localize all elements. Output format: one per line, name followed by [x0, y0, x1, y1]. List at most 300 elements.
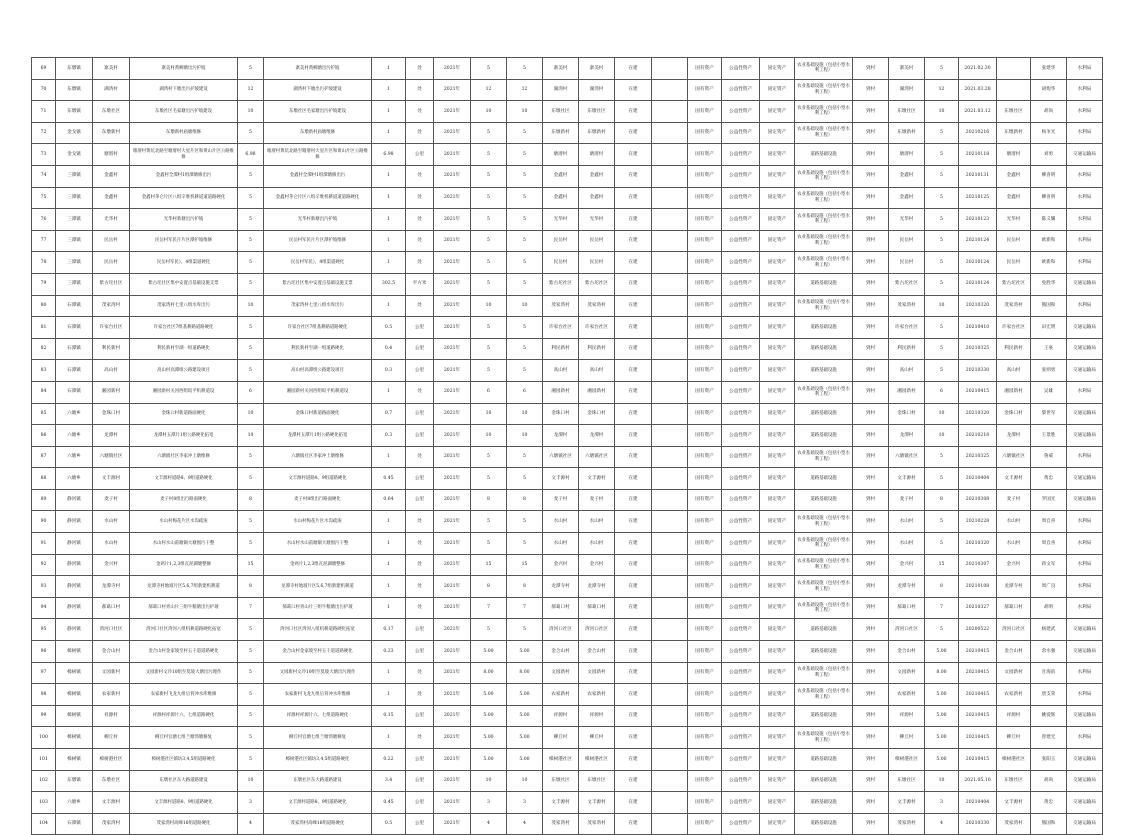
- table-cell: 5: [238, 533, 264, 555]
- table-cell: 郝葛口村: [543, 597, 579, 619]
- table-cell: 文丰源村: [889, 468, 925, 490]
- table-cell: 水利局: [1067, 533, 1103, 555]
- table-cell: 交通运输局: [1067, 273, 1103, 295]
- table-cell: 固定资产: [760, 468, 795, 490]
- table-cell: 静河镇: [56, 511, 93, 533]
- table-cell: 农业基础设施（包括小型水利工程）: [795, 446, 853, 468]
- table-cell: 5: [925, 533, 959, 555]
- table-cell: 甘海滨: [1031, 662, 1067, 684]
- table-cell: 龙潭寺村: [997, 576, 1031, 598]
- table-cell: 5: [471, 360, 507, 382]
- table-cell: 水山村: [93, 533, 130, 555]
- table-cell: 6: [925, 381, 959, 403]
- table-cell: 在建: [615, 770, 652, 792]
- table-cell: 104: [32, 813, 56, 835]
- table-cell: 8: [507, 576, 543, 598]
- table-cell: 到村: [853, 684, 889, 706]
- table-cell: 5: [925, 446, 959, 468]
- table-cell: 金鑫村: [543, 165, 579, 187]
- table-cell: 103: [32, 792, 56, 814]
- table-cell: 5: [507, 187, 543, 209]
- table-cell: 金珠口村: [579, 403, 615, 425]
- table-cell: 在建: [615, 446, 652, 468]
- table-cell: 10: [507, 295, 543, 317]
- table-cell: 光华村: [579, 209, 615, 231]
- table-cell: 东墩新村庙塘维修: [130, 122, 238, 144]
- table-cell: 国有资产: [688, 662, 722, 684]
- table-cell: 5.00: [471, 727, 507, 749]
- table-cell: 茂家湾村: [543, 813, 579, 835]
- table-cell: 寨美村: [543, 58, 579, 80]
- table-cell: 8: [925, 489, 959, 511]
- table-cell: 公益性资产: [722, 381, 760, 403]
- table-cell: 5: [471, 511, 507, 533]
- table-cell: 公益性资产: [722, 489, 760, 511]
- table-cell: 东墩社区毛家塘出污护坡建设: [264, 101, 372, 123]
- table-cell: 龙潭寺村: [543, 576, 579, 598]
- table-cell: 金兴村: [997, 554, 1031, 576]
- table-cell: 文丰源村: [543, 792, 579, 814]
- table-cell: 国有资产: [688, 338, 722, 360]
- table-cell: 在建: [615, 58, 652, 80]
- table-cell: 紫古坨社区: [579, 273, 615, 295]
- table-cell: 寨美村: [889, 58, 925, 80]
- table-cell: 5: [925, 511, 959, 533]
- table-cell: 公益性资产: [722, 597, 760, 619]
- table-cell: 1: [372, 230, 406, 252]
- table-cell: 2021年: [434, 425, 471, 447]
- table-cell: 国有资产: [688, 252, 722, 274]
- table-cell: 柳丘村官塘七组兰塘湾塘修复: [130, 727, 238, 749]
- project-table: [31, 57, 1103, 835]
- table-cell: 六塘镇社区: [93, 446, 130, 468]
- table-cell: [652, 295, 688, 317]
- table-cell: 郝葛口村: [93, 597, 130, 619]
- table-cell: 2021年: [434, 641, 471, 663]
- table-cell: 民岳村军民），4组渠道硬化: [264, 252, 372, 274]
- table-cell: 紫古坨社区集中安置点基础设施支票: [264, 273, 372, 295]
- table-cell: 2021年: [434, 209, 471, 231]
- table-cell: 3: [925, 792, 959, 814]
- table-cell: 公里: [406, 425, 434, 447]
- table-cell: 公益性资产: [722, 533, 760, 555]
- table-cell: 100: [32, 727, 56, 749]
- table-cell: 2021年: [434, 101, 471, 123]
- table-cell: 国有资产: [688, 187, 722, 209]
- table-cell: 茂家湾村七里八组水库出污: [130, 295, 238, 317]
- table-cell: 农业基础设施（包括小型水利工程）: [795, 511, 853, 533]
- table-cell: 文园新村文冷10组至莫坡大塘出污理作: [264, 662, 372, 684]
- table-cell: 5: [507, 230, 543, 252]
- table-cell: 5.00: [925, 749, 959, 771]
- table-cell: 欧新和: [1031, 230, 1067, 252]
- table-cell: 熊国和: [1031, 295, 1067, 317]
- table-cell: 吴雄: [1031, 381, 1067, 403]
- table-cell: 国有资产: [688, 705, 722, 727]
- table-cell: 茂家湾村: [93, 295, 130, 317]
- table-cell: 固定资产: [760, 58, 795, 80]
- table-cell: 20210415: [959, 684, 997, 706]
- table-cell: 处: [406, 381, 434, 403]
- table-cell: 公益性资产: [722, 749, 760, 771]
- table-cell: 在建: [615, 705, 652, 727]
- table-cell: 姚爱辉: [1031, 705, 1067, 727]
- table-cell: 公里: [406, 468, 434, 490]
- table-cell: 农业基础设施（包括小型水利工程）: [795, 252, 853, 274]
- table-cell: 农业基础设施（包括小型水利工程）: [795, 295, 853, 317]
- table-cell: 20210410: [959, 317, 997, 339]
- table-cell: 周自喜: [1031, 533, 1067, 555]
- table-cell: 静河镇: [56, 489, 93, 511]
- table-cell: 国有资产: [688, 58, 722, 80]
- table-cell: 交通运输局: [1067, 338, 1103, 360]
- table-cell: 1: [372, 662, 406, 684]
- table-cell: 水利局: [1067, 576, 1103, 598]
- table-cell: 道路基础设施: [795, 641, 853, 663]
- table-cell: 76: [32, 209, 56, 231]
- table-cell: 农家新村飞龙九组后背冲水库维修: [264, 684, 372, 706]
- table-cell: 固定资产: [760, 619, 795, 641]
- table-cell: 5: [925, 252, 959, 274]
- table-cell: 0.5: [372, 317, 406, 339]
- table-cell: 东墩新村: [579, 122, 615, 144]
- table-cell: 5: [507, 122, 543, 144]
- table-cell: 文园新村: [889, 662, 925, 684]
- table-cell: 道路基础设施: [795, 360, 853, 382]
- table-cell: 祥源村: [543, 705, 579, 727]
- table-cell: 固定资产: [760, 295, 795, 317]
- table-cell: 公里: [406, 360, 434, 382]
- table-cell: 国有资产: [688, 295, 722, 317]
- table-cell: 道路基础设施: [795, 489, 853, 511]
- table-cell: 0.7: [372, 403, 406, 425]
- table-cell: 到村: [853, 792, 889, 814]
- table-cell: 公益性资产: [722, 662, 760, 684]
- table-cell: 文丰源村道路8、9组道路硬化: [264, 792, 372, 814]
- table-cell: 道路基础设施: [795, 403, 853, 425]
- table-cell: 金珠口村: [543, 403, 579, 425]
- table-cell: 文丰源村: [579, 468, 615, 490]
- table-cell: 东墩社区: [579, 101, 615, 123]
- table-cell: 处: [406, 533, 434, 555]
- table-cell: 99: [32, 705, 56, 727]
- table-cell: 祥源村祥源片六、七组道路硬化: [130, 705, 238, 727]
- table-cell: 樟树镇: [56, 662, 93, 684]
- table-cell: 公益性资产: [722, 641, 760, 663]
- table-cell: [652, 662, 688, 684]
- table-cell: 在建: [615, 597, 652, 619]
- table-cell: 2021年: [434, 813, 471, 835]
- table-cell: 茂家湾村: [997, 295, 1031, 317]
- table-cell: 金鑫村全潭村1组潭塘修出污: [264, 165, 372, 187]
- table-cell: 农业基础设施（包括小型水利工程）: [795, 554, 853, 576]
- table-cell: 湾河口社区: [93, 619, 130, 641]
- table-cell: 88: [32, 468, 56, 490]
- table-cell: 10: [238, 295, 264, 317]
- table-cell: 公益性资产: [722, 230, 760, 252]
- table-cell: 国有资产: [688, 641, 722, 663]
- table-cell: 金合山村: [579, 641, 615, 663]
- table-cell: 87: [32, 446, 56, 468]
- table-cell: 麦子村: [889, 489, 925, 511]
- table-cell: 许家台社区: [997, 317, 1031, 339]
- table-cell: 3.4: [372, 770, 406, 792]
- table-cell: 公里: [406, 813, 434, 835]
- table-cell: 2021年: [434, 662, 471, 684]
- table-cell: 固定资产: [760, 489, 795, 511]
- table-cell: 1: [372, 381, 406, 403]
- table-cell: 在建: [615, 468, 652, 490]
- table-cell: 5: [925, 165, 959, 187]
- table-cell: 固定资产: [760, 425, 795, 447]
- table-cell: 到村: [853, 165, 889, 187]
- table-cell: 湘园新村: [579, 381, 615, 403]
- table-cell: 六塘镇社区李家冲上塘维修: [264, 446, 372, 468]
- table-cell: 湖湾村: [543, 79, 579, 101]
- table-cell: 水山村: [579, 511, 615, 533]
- table-cell: 文丰源村: [93, 792, 130, 814]
- table-cell: [652, 792, 688, 814]
- table-cell: 东墩新村庙塘维修: [264, 122, 372, 144]
- table-cell: 3: [238, 792, 264, 814]
- table-cell: 水利局: [1067, 58, 1103, 80]
- table-cell: 寨美村黄柳塘出污护坡: [264, 58, 372, 80]
- table-cell: 4: [925, 813, 959, 835]
- table-cell: 6: [507, 381, 543, 403]
- table-cell: 4: [507, 813, 543, 835]
- table-cell: 固定资产: [760, 317, 795, 339]
- table-cell: 20210415: [959, 727, 997, 749]
- table-cell: 六塘镇社区李家冲上塘维修: [130, 446, 238, 468]
- table-cell: 六塘乡: [56, 425, 93, 447]
- table-cell: 东墩社区: [543, 101, 579, 123]
- table-row: [32, 122, 1103, 144]
- table-cell: 5: [238, 273, 264, 295]
- table-cell: 处: [406, 230, 434, 252]
- table-cell: 公里: [406, 338, 434, 360]
- table-cell: 水利局: [1067, 511, 1103, 533]
- table-cell: 王豪: [1031, 338, 1067, 360]
- table-cell: 5: [925, 619, 959, 641]
- table-cell: 茂家湾村: [93, 813, 130, 835]
- table-cell: 1: [372, 79, 406, 101]
- table-cell: 龙潭寺村地坡片区5,6,7组新建机耕道: [264, 576, 372, 598]
- table-cell: 麦子村8组出行路面硬化: [264, 489, 372, 511]
- table-cell: 田宏明: [1031, 317, 1067, 339]
- table-cell: 处: [406, 58, 434, 80]
- table-cell: 5: [238, 230, 264, 252]
- table-cell: 民岳村: [93, 252, 130, 274]
- table-cell: 国有资产: [688, 446, 722, 468]
- table-cell: 石潭镇: [56, 317, 93, 339]
- table-cell: 东墩镇: [56, 770, 93, 792]
- table-cell: 处: [406, 209, 434, 231]
- table-cell: 5: [238, 511, 264, 533]
- table-cell: [652, 273, 688, 295]
- table-cell: 东墩新村: [997, 122, 1031, 144]
- table-cell: 3: [471, 792, 507, 814]
- table-cell: [652, 79, 688, 101]
- table-cell: 麦子村: [997, 489, 1031, 511]
- table-cell: 7: [507, 597, 543, 619]
- table-row: [32, 641, 1103, 663]
- table-cell: 金鑫村茅仑片区八组辛堆机耕道道道路硬化: [264, 187, 372, 209]
- table-cell: 10: [471, 770, 507, 792]
- table-row: [32, 360, 1103, 382]
- table-cell: 许家台社区: [543, 317, 579, 339]
- table-cell: 0.3: [372, 360, 406, 382]
- table-cell: 金合山村: [997, 641, 1031, 663]
- table-cell: 75: [32, 187, 56, 209]
- table-cell: 道路基础设施: [795, 144, 853, 166]
- table-cell: [652, 144, 688, 166]
- table-cell: 水山村: [889, 533, 925, 555]
- table-cell: 民岳村: [889, 252, 925, 274]
- table-cell: 固定资产: [760, 554, 795, 576]
- table-cell: 湘园新村: [543, 381, 579, 403]
- table-cell: 樟树港社区镇坊3,4,5组道路硬化: [264, 749, 372, 771]
- table-cell: 寨美村黄柳塘出污护坡: [130, 58, 238, 80]
- table-cell: 102: [32, 770, 56, 792]
- table-cell: 交通运输局: [1067, 770, 1103, 792]
- table-cell: 5: [238, 684, 264, 706]
- table-cell: 8: [925, 576, 959, 598]
- table-cell: 0.17: [372, 619, 406, 641]
- table-cell: 东墩社区: [93, 770, 130, 792]
- table-cell: 80: [32, 295, 56, 317]
- table-cell: 文丰源村道路8、9组道路硬化: [130, 792, 238, 814]
- table-cell: 道路基础设施: [795, 770, 853, 792]
- table-cell: 5: [925, 122, 959, 144]
- table-cell: 固定资产: [760, 813, 795, 835]
- table-cell: 公里: [406, 489, 434, 511]
- table-cell: 在建: [615, 641, 652, 663]
- table-cell: 湖湾村下塘出污护坡建设: [264, 79, 372, 101]
- table-cell: 处: [406, 101, 434, 123]
- table-cell: 东墩新村: [889, 122, 925, 144]
- table-cell: 文丰源村: [889, 792, 925, 814]
- table-cell: 固定资产: [760, 749, 795, 771]
- table-cell: 在建: [615, 230, 652, 252]
- table-cell: 公益性资产: [722, 425, 760, 447]
- table-row: [32, 58, 1103, 80]
- table-cell: 水利局: [1067, 79, 1103, 101]
- table-cell: 0.45: [372, 792, 406, 814]
- table-cell: 湾河口社区: [543, 619, 579, 641]
- table-cell: 0.23: [372, 641, 406, 663]
- table-cell: 固定资产: [760, 381, 795, 403]
- table-cell: 20210320: [959, 403, 997, 425]
- table-cell: 5: [925, 187, 959, 209]
- table-cell: 在建: [615, 792, 652, 814]
- table-cell: 东墩镇: [56, 79, 93, 101]
- table-cell: 固定资产: [760, 533, 795, 555]
- table-cell: 交通运输局: [1067, 403, 1103, 425]
- table-cell: 交通运输局: [1067, 489, 1103, 511]
- table-cell: 71: [32, 101, 56, 123]
- table-cell: 2021年: [434, 273, 471, 295]
- table-cell: 20210216: [959, 122, 997, 144]
- table-cell: 麦子村: [579, 489, 615, 511]
- table-cell: 文园新村: [997, 662, 1031, 684]
- table-cell: 在建: [615, 619, 652, 641]
- table-cell: 农家新村: [579, 684, 615, 706]
- table-cell: 金合山村: [543, 641, 579, 663]
- table-row: [32, 165, 1103, 187]
- table-cell: 1: [372, 165, 406, 187]
- table-cell: 道路基础设施: [795, 792, 853, 814]
- table-cell: [652, 230, 688, 252]
- table-cell: 72: [32, 122, 56, 144]
- table-cell: 在建: [615, 403, 652, 425]
- table-cell: 5: [238, 468, 264, 490]
- table-cell: 龙潭村: [543, 425, 579, 447]
- table-cell: 5.00: [925, 684, 959, 706]
- table-cell: 平方米: [406, 273, 434, 295]
- table-cell: 2021年: [434, 684, 471, 706]
- table-cell: 道路基础设施: [795, 425, 853, 447]
- table-cell: 曾建光: [1031, 727, 1067, 749]
- table-cell: 10: [925, 403, 959, 425]
- table-cell: 静河镇: [56, 554, 93, 576]
- table-cell: 处: [406, 295, 434, 317]
- table-cell: 5.00: [507, 705, 543, 727]
- table-cell: 湘园新村: [889, 381, 925, 403]
- table-cell: 在建: [615, 381, 652, 403]
- table-cell: 农业基础设施（包括小型水利工程）: [795, 58, 853, 80]
- table-cell: [652, 749, 688, 771]
- table-cell: 水利局: [1067, 187, 1103, 209]
- table-cell: 5.00: [507, 641, 543, 663]
- table-cell: 东墩社区: [543, 770, 579, 792]
- table-cell: 樟树港社区: [889, 749, 925, 771]
- table-cell: 7: [925, 597, 959, 619]
- table-cell: 10: [471, 425, 507, 447]
- table-cell: 金鑫村: [93, 165, 130, 187]
- table-cell: 20210124: [959, 230, 997, 252]
- table-cell: 农业基础设施（包括小型水利工程）: [795, 533, 853, 555]
- table-cell: 周广良: [1031, 576, 1067, 598]
- table-cell: 固定资产: [760, 576, 795, 598]
- table-cell: 樟树港社区: [997, 749, 1031, 771]
- table-cell: 公益性资产: [722, 144, 760, 166]
- table-cell: 农家新村: [889, 684, 925, 706]
- table-cell: 茂家湾村: [579, 813, 615, 835]
- table-cell: 到村: [853, 533, 889, 555]
- table-row: [32, 338, 1103, 360]
- table-cell: 70: [32, 79, 56, 101]
- table-cell: 农家新村: [997, 684, 1031, 706]
- table-cell: 20210415: [959, 705, 997, 727]
- table-cell: 2021.05.10: [959, 770, 997, 792]
- table-cell: 麦子村: [543, 489, 579, 511]
- table-cell: 10: [507, 425, 543, 447]
- table-cell: 金戈镇: [56, 144, 93, 166]
- table-cell: 交通运输局: [1067, 468, 1103, 490]
- table-cell: 民岳村: [543, 230, 579, 252]
- table-cell: 8: [238, 489, 264, 511]
- table-cell: 2021年: [434, 360, 471, 382]
- table-cell: 5: [507, 165, 543, 187]
- table-cell: 杨争光: [1031, 122, 1067, 144]
- table-cell: 5: [925, 317, 959, 339]
- table-cell: [652, 446, 688, 468]
- table-cell: 0.5: [372, 813, 406, 835]
- table-cell: 0.15: [372, 705, 406, 727]
- table-cell: 樟树镇: [56, 684, 93, 706]
- table-cell: 公益性资产: [722, 317, 760, 339]
- table-cell: 交通运输局: [1067, 792, 1103, 814]
